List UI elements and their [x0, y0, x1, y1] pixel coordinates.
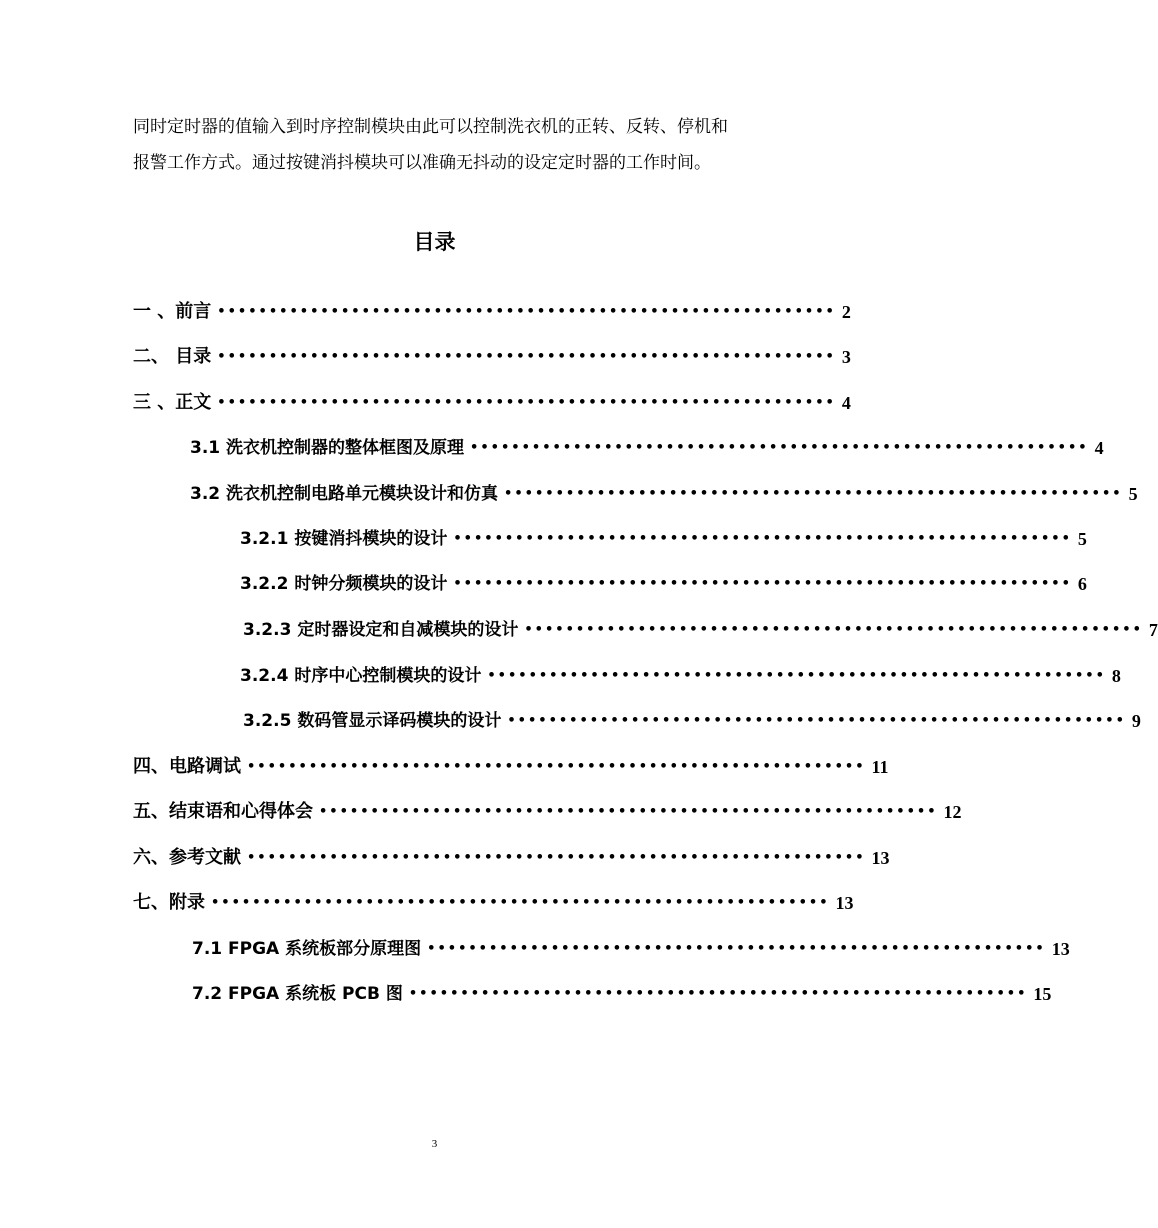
toc-entry-label: 3.2.3 定时器设定和自减模块的设计 — [243, 620, 519, 640]
toc-entry-page: 4 — [841, 393, 851, 413]
toc-entry-page: 3 — [841, 347, 851, 367]
intro-line-1: 同时定时器的值输入到时序控制模块由此可以控制洗衣机的正转、反转、停机和 — [133, 117, 728, 137]
toc-entry-label: 3.2.5 数码管显示译码模块的设计 — [243, 711, 502, 731]
toc-entry[interactable] — [133, 297, 851, 327]
toc-entry-page: 6 — [1077, 574, 1087, 594]
toc-entry[interactable] — [133, 888, 854, 918]
toc-entry[interactable] — [192, 934, 1070, 964]
toc-leader-dots: •••••••••••••••••••••••••••••••••••••••••••••••••••••••••••• — [247, 759, 866, 774]
toc-entry-label: 六、参考文献 — [133, 847, 241, 868]
toc-leader-dots: •••••••••••••••••••••••••••••••••••••••••••••••••••••••••••• — [217, 395, 836, 410]
toc-leader-dots: •••••••••••••••••••••••••••••••••••••••••••••••••••••••••••• — [453, 531, 1072, 546]
toc-entry-page: 2 — [841, 302, 851, 322]
toc-entry-page: 15 — [1033, 984, 1052, 1004]
toc-entry-page: 8 — [1111, 666, 1121, 686]
toc-entry-page: 9 — [1131, 711, 1141, 731]
toc-entry[interactable] — [240, 569, 1087, 599]
toc-leader-dots: •••••••••••••••••••••••••••••••••••••••••••••••••••••••••••• — [470, 440, 1089, 455]
toc-entry-label: 7.2 FPGA 系统板 PCB 图 — [192, 984, 403, 1004]
toc-leader-dots: •••••••••••••••••••••••••••••••••••••••••••••••••••••••••••• — [211, 895, 830, 910]
toc-entry[interactable] — [133, 843, 890, 873]
toc-entry[interactable] — [243, 615, 1158, 645]
toc-entry-label: 一 、前言 — [133, 301, 212, 322]
toc-entry-label: 7.1 FPGA 系统板部分原理图 — [192, 939, 422, 959]
page-number: 3 — [431, 1138, 438, 1150]
toc-entry-label: 3.2.1 按键消抖模块的设计 — [240, 529, 448, 549]
toc-entry-page: 13 — [835, 893, 854, 913]
toc-entry-label: 二、 目录 — [133, 346, 212, 367]
toc-leader-dots: •••••••••••••••••••••••••••••••••••••••••••••••••••••••••••• — [247, 850, 866, 865]
toc-entry-label: 四、电路调试 — [133, 756, 241, 777]
toc-entry[interactable] — [192, 979, 1052, 1009]
toc-leader-dots: •••••••••••••••••••••••••••••••••••••••••••••••••••••••••••• — [319, 804, 938, 819]
toc-entry-label: 3.2.2 时钟分频模块的设计 — [240, 574, 448, 594]
toc-entry-page: 13 — [871, 848, 890, 868]
toc-entry-page: 4 — [1094, 438, 1104, 458]
toc-entry-label: 七、附录 — [133, 892, 205, 913]
toc-leader-dots: •••••••••••••••••••••••••••••••••••••••••••••••••••••••••••• — [217, 349, 836, 364]
toc-entry[interactable] — [133, 752, 889, 782]
toc-entry[interactable] — [240, 661, 1121, 691]
toc-leader-dots: •••••••••••••••••••••••••••••••••••••••••••••••••••••••••••• — [507, 713, 1126, 728]
toc-entry[interactable] — [243, 706, 1141, 736]
toc-entry-label: 三 、正文 — [133, 392, 212, 413]
toc-entry[interactable] — [240, 524, 1087, 554]
toc-entry-page: 5 — [1077, 529, 1087, 549]
toc-entry-page: 7 — [1148, 620, 1158, 640]
toc-entry[interactable] — [190, 433, 1104, 463]
toc-leader-dots: •••••••••••••••••••••••••••••••••••••••••••••••••••••••••••• — [217, 304, 836, 319]
toc-entry-page: 11 — [871, 757, 889, 777]
toc-leader-dots: •••••••••••••••••••••••••••••••••••••••••••••••••••••••••••• — [487, 668, 1106, 683]
toc-entry-page: 12 — [943, 802, 962, 822]
toc-entry-label: 3.2 洗衣机控制电路单元模块设计和仿真 — [190, 484, 499, 504]
toc-entry-label: 五、结束语和心得体会 — [133, 801, 313, 822]
toc-entry[interactable] — [190, 479, 1138, 509]
toc-entry-label: 3.1 洗衣机控制器的整体框图及原理 — [190, 438, 465, 458]
toc-entry[interactable] — [133, 797, 962, 827]
toc-entry-page: 13 — [1051, 939, 1070, 959]
toc-entry-label: 3.2.4 时序中心控制模块的设计 — [240, 666, 482, 686]
toc-entry-page: 5 — [1128, 484, 1138, 504]
toc-leader-dots: •••••••••••••••••••••••••••••••••••••••••••••••••••••••••••• — [524, 622, 1143, 637]
toc-entry[interactable] — [133, 342, 851, 372]
toc-leader-dots: •••••••••••••••••••••••••••••••••••••••••••••••••••••••••••• — [453, 576, 1072, 591]
toc-leader-dots: •••••••••••••••••••••••••••••••••••••••••••••••••••••••••••• — [504, 486, 1123, 501]
toc-entry[interactable] — [133, 388, 851, 418]
toc-title: 目录 — [413, 230, 456, 254]
toc-leader-dots: •••••••••••••••••••••••••••••••••••••••••••••••••••••••••••• — [427, 941, 1046, 956]
intro-line-2: 报警工作方式。通过按键消抖模块可以准确无抖动的设定定时器的工作时间。 — [133, 153, 711, 173]
toc-leader-dots: •••••••••••••••••••••••••••••••••••••••••••••••••••••••••••• — [408, 986, 1028, 1001]
